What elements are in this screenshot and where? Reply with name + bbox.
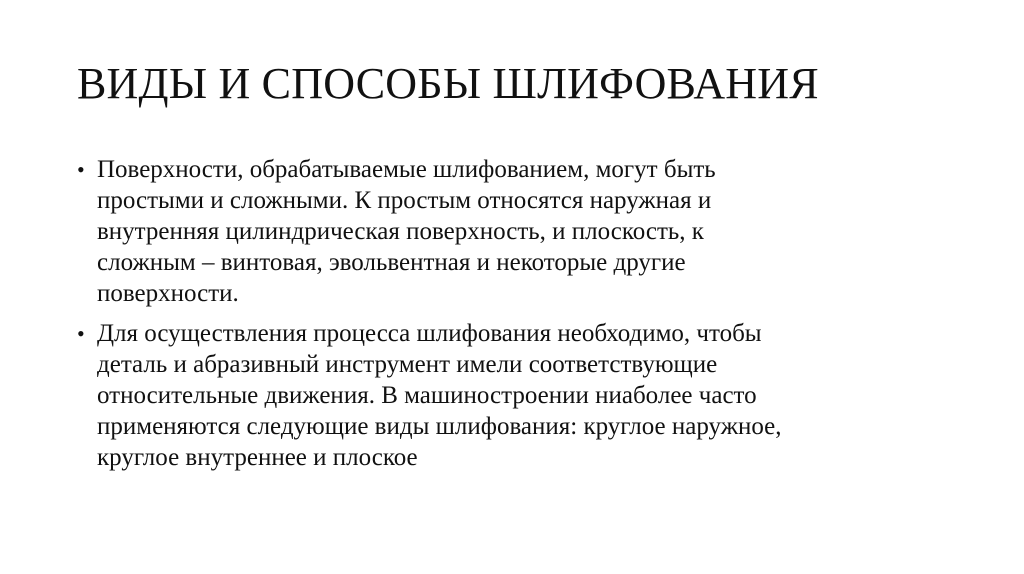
bullet-item (77, 318, 957, 473)
bullet-item (77, 154, 957, 309)
bullet-line: сложным – винтовая, эвольвентная и некоторые другие (97, 249, 686, 276)
bullet-line: Для осуществления процесса шлифования необходимо, чтобы (97, 320, 762, 347)
bullet-line: Поверхности, обрабатываемые шлифованием, могут быть (97, 156, 716, 183)
slide-title: ВИДЫ И СПОСОБЫ ШЛИФОВАНИЯ (77, 59, 819, 108)
bullet-line: поверхности. (97, 280, 239, 307)
bullet-list (77, 154, 957, 482)
bullet-text (97, 154, 957, 309)
bullet-line: деталь и абразивный инструмент имели соответствующие (97, 351, 718, 378)
bullet-line: применяются следующие виды шлифования: круглое наружное, (97, 413, 782, 440)
bullet-text (97, 318, 957, 473)
bullet-line: круглое внутреннее и плоское (97, 444, 418, 471)
bullet-line: относительные движения. В машиностроении ниаболее часто (97, 382, 757, 409)
bullet-point-icon: • (77, 157, 85, 182)
bullet-line: простыми и сложными. К простым относятся наружная и (97, 187, 712, 214)
bullet-line: внутренняя цилиндрическая поверхность, и плоскость, к (97, 218, 704, 245)
bullet-point-icon: • (77, 321, 85, 346)
